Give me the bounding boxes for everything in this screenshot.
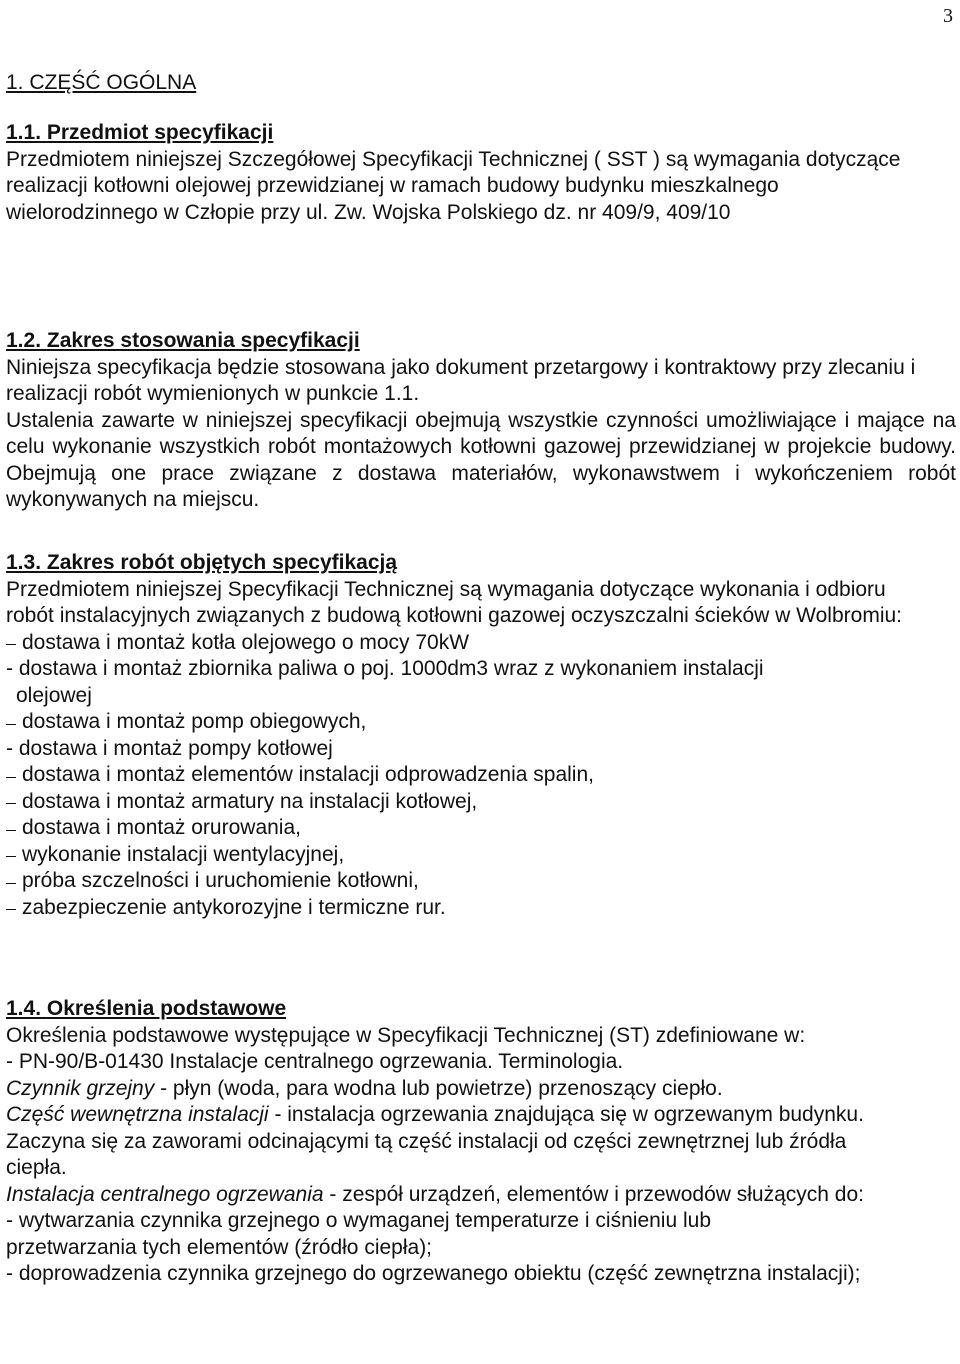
definition-text: - płyn (woda, para wodna lub powietrze) przenoszący ciepło. bbox=[154, 1076, 723, 1100]
definition-text: - zespół urządzeń, elementów i przewodów służących do: bbox=[323, 1182, 864, 1206]
dash-bullet bbox=[6, 905, 22, 910]
list-item bbox=[6, 868, 956, 895]
section-number: 1.4. bbox=[6, 997, 42, 1020]
list-item-text: dostawa i montaż pomp obiegowych, bbox=[22, 710, 367, 733]
definition-item: - doprowadzenia czynnika grzejnego do ogrzewanego obiektu (część zewnętrzna instalacji); bbox=[6, 1262, 861, 1285]
definition-term: Instalacja centralnego ogrzewania bbox=[6, 1182, 324, 1206]
list-item bbox=[6, 683, 956, 710]
dash-bullet bbox=[6, 852, 22, 857]
list-item-text: zabezpieczenie antykorozyjne i termiczne rur. bbox=[22, 895, 446, 919]
definition-item: - wytwarzania czynnika grzejnego o wymaganej temperaturze i ciśnieniu lub przetwarzania tych elementów (źródło ciepła); bbox=[6, 1209, 712, 1259]
section-title bbox=[6, 550, 956, 577]
section-body: Przedmiotem niniejszej Szczegółowej Specyfikacji Technicznej ( SST ) są wymagania dotyczące realizacji kotłowni olejowej przewidzianej w ramach budowy budynku mieszkalnego wielorodzinnego w Człopie przy ul. Zw. Wojska Polskiego dz. nr 409/9, 409/10 bbox=[6, 147, 901, 224]
definition bbox=[6, 1076, 956, 1103]
standard-reference: - PN-90/B-01430 Instalacje centralnego ogrzewania. Terminologia. bbox=[6, 1050, 624, 1073]
definition-text: - instalacja ogrzewania znajdująca się w ogrzewanym budynku. Zaczyna się za zaworami odcinającymi tą część instalacji od części zewnętrznej lub źródła ciepła. bbox=[6, 1103, 864, 1179]
list-item bbox=[6, 630, 956, 657]
list-item-text: dostawa i montaż pompy kotłowej bbox=[18, 736, 333, 760]
list-item-text: dostawa i montaż zbiornika paliwa o poj. 1000dm3 wraz z wykonaniem instalacji bbox=[18, 657, 764, 680]
dash-bullet bbox=[6, 799, 22, 804]
section-title-text: Przedmiot specyfikacji bbox=[46, 121, 274, 144]
section-number: 1.2. bbox=[6, 329, 42, 352]
list-item-text: próba szczelności i uruchomienie kotłowni, bbox=[22, 869, 419, 892]
section-paragraph: Niniejsza specyfikacja będzie stosowana jako dokument przetargowy i kontraktowy przy zlecaniu i realizacji robót wymienionych w punkcie 1.1. bbox=[6, 355, 916, 405]
list-item-text: wykonanie instalacji wentylacyjnej, bbox=[22, 842, 345, 866]
chapter-title: 1. CZĘŚĆ OGÓLNA bbox=[6, 71, 197, 94]
list-item-text: dostawa i montaż elementów instalacji odprowadzenia spalin, bbox=[22, 763, 594, 786]
section-title-text: Zakres stosowania specyfikacji bbox=[46, 329, 360, 352]
hyphen-bullet: - bbox=[6, 657, 19, 680]
list-item bbox=[6, 736, 956, 763]
dash-bullet bbox=[6, 826, 22, 831]
list-item bbox=[6, 842, 956, 869]
page-number: 3 bbox=[943, 5, 953, 27]
section-1-3 bbox=[6, 550, 956, 921]
section-title-text: Określenia podstawowe bbox=[46, 997, 287, 1020]
list-item bbox=[6, 709, 956, 736]
section-intro: Przedmiotem niniejszej Specyfikacji Technicznej są wymagania dotyczące wykonania i odbioru robót instalacyjnych związanych z budową kotłowni gazowej oczyszczalni ścieków w Wolbromiu: bbox=[6, 577, 902, 627]
list-item bbox=[6, 895, 956, 922]
definition-term: Część wewnętrzna instalacji bbox=[6, 1103, 269, 1126]
list-item bbox=[6, 789, 956, 816]
definition bbox=[6, 1102, 906, 1182]
section-title bbox=[6, 120, 956, 147]
list-item bbox=[6, 815, 956, 842]
dash-bullet bbox=[6, 879, 22, 884]
hyphen-bullet: - bbox=[6, 736, 19, 760]
section-intro: Określenia podstawowe występujące w Specyfikacji Technicznej (ST) zdefiniowane w: bbox=[6, 1023, 806, 1047]
list-item-text: olejowej bbox=[16, 683, 92, 707]
list-item bbox=[6, 762, 956, 789]
section-paragraph: Ustalenia zawarte w niniejszej specyfikacji obejmują wszystkie czynności umożliwiające i mające na celu wykonanie wszystkich robót montażowych kotłowni gazowej przewidzianej w projekcie budowy. Obejmują one prace związane z dostawa materiałów, wykonawstwem i wykończeniem robót wykonywanych na miejscu. bbox=[6, 408, 956, 511]
section-title bbox=[6, 328, 956, 355]
list-item bbox=[6, 656, 956, 683]
works-list bbox=[6, 630, 956, 922]
definition-term: Czynnik grzejny bbox=[6, 1076, 155, 1100]
dash-bullet bbox=[6, 640, 22, 645]
list-item-text: dostawa i montaż orurowania, bbox=[22, 816, 301, 839]
list-item-text: dostawa i montaż armatury na instalacji kotłowej, bbox=[22, 789, 478, 813]
list-item-text: dostawa i montaż kotła olejowego o mocy 70kW bbox=[22, 630, 470, 654]
section-title bbox=[6, 996, 956, 1023]
dash-bullet bbox=[6, 720, 22, 725]
section-1-2 bbox=[6, 328, 956, 514]
section-1-1 bbox=[6, 120, 956, 226]
section-number: 1.1. bbox=[6, 121, 42, 144]
definition bbox=[6, 1182, 960, 1209]
section-1-4 bbox=[6, 996, 956, 1288]
dash-bullet bbox=[6, 773, 22, 778]
section-title-text: Zakres robót objętych specyfikacją bbox=[46, 551, 398, 574]
section-number: 1.3. bbox=[6, 551, 42, 574]
